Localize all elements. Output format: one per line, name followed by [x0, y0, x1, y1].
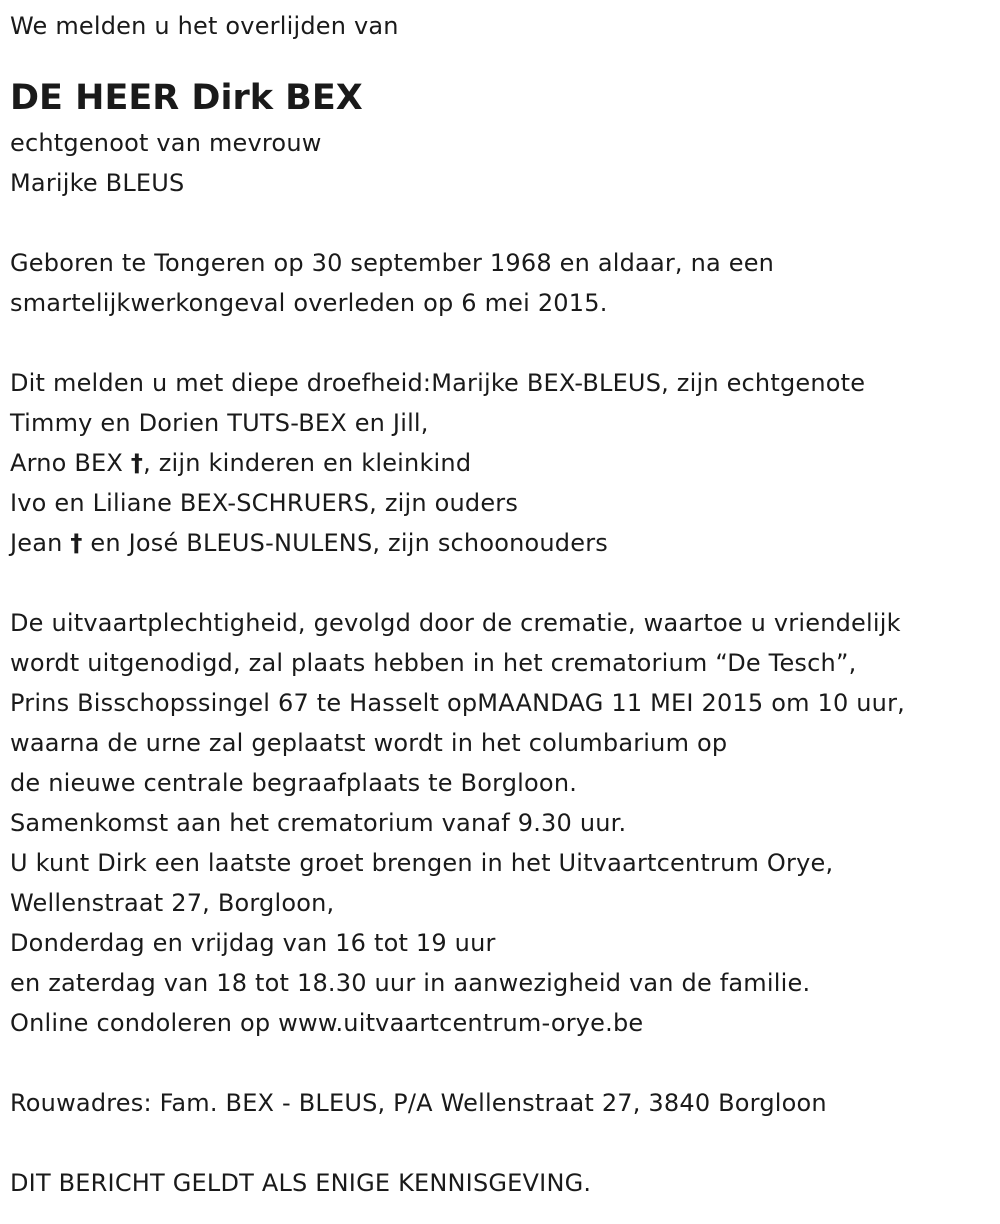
- family-line-2: Timmy en Dorien TUTS-BEX en Jill,: [10, 409, 429, 437]
- spacer: [10, 1123, 995, 1163]
- family-line-3: [10, 443, 995, 483]
- birth-line-1: Geboren te Tongeren op 30 september 1968 en aldaar, na een: [10, 249, 775, 277]
- notice-footer: DIT BERICHT GELDT ALS ENIGE KENNISGEVING.: [10, 1169, 592, 1197]
- ceremony-line: waarna de urne zal geplaatst wordt in het columbarium op: [10, 729, 728, 757]
- ceremony-line: De uitvaartplechtigheid, gevolgd door de crematie, waartoe u vriendelijk: [10, 609, 901, 637]
- cross-icon: †: [130, 449, 144, 477]
- family-line-5-rest: en José BLEUS-NULENS, zijn schoonouders: [82, 529, 608, 557]
- spacer: [10, 1043, 995, 1083]
- family-line-3-rest: , zijn kinderen en kleinkind: [143, 449, 472, 477]
- family-line-5-name: Jean: [10, 529, 71, 557]
- ceremony-line: Wellenstraat 27, Borgloon,: [10, 889, 335, 917]
- spouse-line-1: echtgenoot van mevrouw: [10, 129, 322, 157]
- family-line-5: [10, 523, 995, 563]
- family-line-3-name: Arno BEX: [10, 449, 131, 477]
- ceremony-line: de nieuwe centrale begraafplaats te Borgloon.: [10, 769, 578, 797]
- deceased-name: DE HEER Dirk BEX: [10, 78, 363, 118]
- spacer: [10, 323, 995, 363]
- ceremony-line: Prins Bisschopssingel 67 te Hasselt opMAANDAG 11 MEI 2015 om 10 uur,: [10, 689, 905, 717]
- mourning-address: Rouwadres: Fam. BEX - BLEUS, P/A Wellenstraat 27, 3840 Borgloon: [10, 1089, 827, 1117]
- death-notice: [10, 6, 995, 1203]
- cross-icon: †: [70, 529, 83, 557]
- ceremony-line: en zaterdag van 18 tot 18.30 uur in aanwezigheid van de familie.: [10, 969, 811, 997]
- ceremony-line: Online condoleren op www.uitvaartcentrum-orye.be: [10, 1009, 644, 1037]
- spacer: [10, 563, 995, 603]
- spacer: [10, 203, 995, 243]
- ceremony-block: [10, 603, 995, 1043]
- ceremony-line: Donderdag en vrijdag van 16 tot 19 uur: [10, 929, 496, 957]
- ceremony-line: Samenkomst aan het crematorium vanaf 9.30 uur.: [10, 809, 627, 837]
- ceremony-line: wordt uitgenodigd, zal plaats hebben in het crematorium “De Tesch”,: [10, 649, 857, 677]
- spouse-line-2: Marijke BLEUS: [10, 169, 185, 197]
- family-line-1: Dit melden u met diepe droefheid:Marijke BEX-BLEUS, zijn echtgenote: [10, 369, 866, 397]
- ceremony-line: U kunt Dirk een laatste groet brengen in het Uitvaartcentrum Orye,: [10, 849, 834, 877]
- family-line-4: Ivo en Liliane BEX-SCHRUERS, zijn ouders: [10, 489, 519, 517]
- birth-line-2: smartelijkwerkongeval overleden op 6 mei 2015.: [10, 289, 608, 317]
- intro-text: We melden u het overlijden van: [10, 12, 399, 40]
